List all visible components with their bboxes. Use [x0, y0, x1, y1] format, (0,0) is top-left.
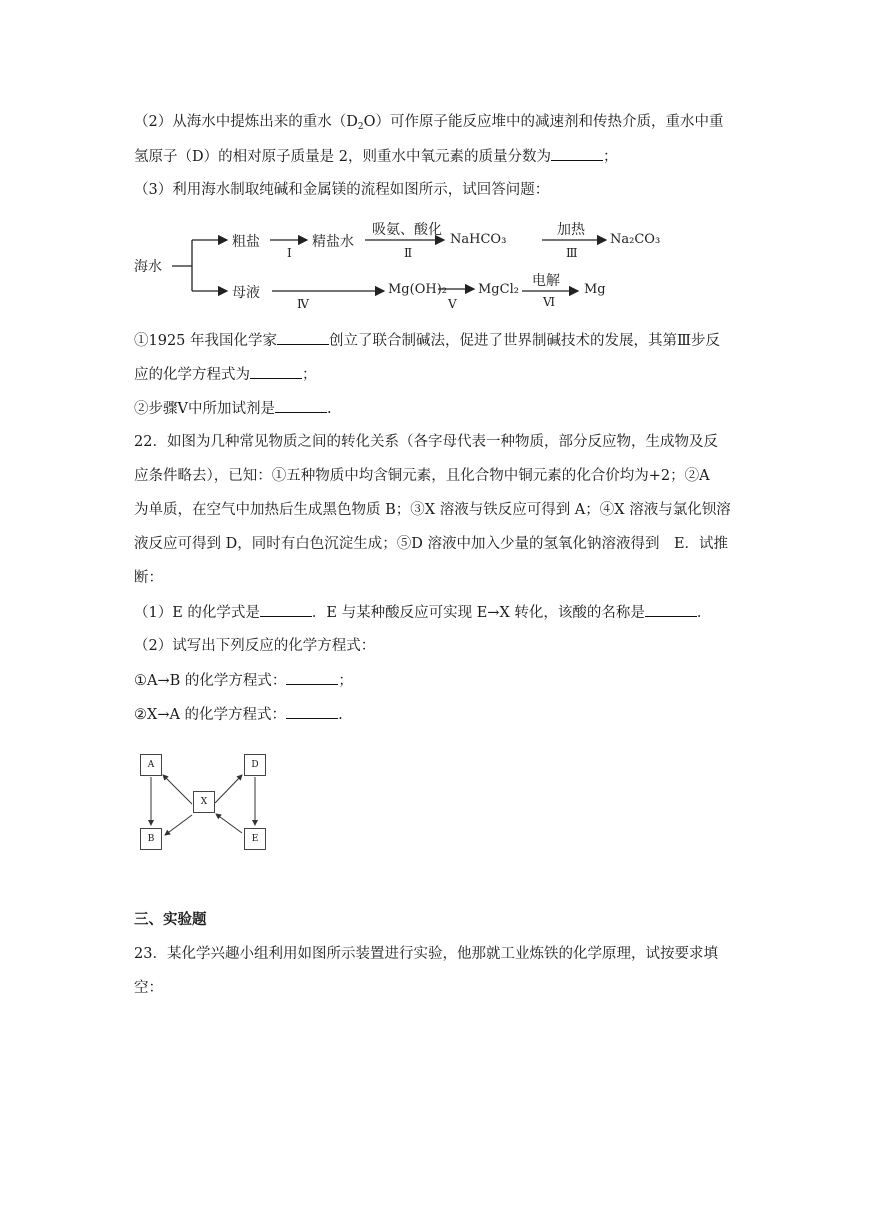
mother-liquor-label: 母液: [232, 285, 260, 301]
step2-reagent-label: 吸氨、酸化: [372, 222, 442, 238]
q22-line1: 22．如图为几种常见物质之间的转化关系（各字母代表一种物质，部分反应物，生成物及反: [134, 434, 718, 450]
answer-blank[interactable]: [286, 704, 338, 719]
mgcl2-label: MgCl₂: [478, 282, 519, 297]
q21-part3-intro: （3）利用海水制取纯碱和金属镁的流程如图所示，试回答问题：: [134, 182, 550, 198]
node-x: X: [193, 791, 215, 813]
answer-blank[interactable]: [286, 670, 338, 685]
q22-line3: 为单质，在空气中加热后生成黑色物质 B；③X 溶液与铁反应可得到 A；④X 溶液与氯化钡溶: [134, 502, 731, 518]
q23-line1: 23．某化学兴趣小组利用如图所示装置进行实验，他那就工业炼铁的化学原理，试按要求填: [134, 946, 718, 962]
answer-blank[interactable]: [275, 398, 327, 413]
q22-part2b: ②X→A 的化学方程式： .: [134, 704, 343, 725]
na2co3-label: Na₂CO₃: [610, 232, 661, 247]
seawater-process-flow-diagram: [132, 213, 660, 311]
mgoh2-label: Mg(OH)₂: [388, 282, 447, 297]
step-ii-label: Ⅱ: [404, 246, 413, 260]
q21-answer1-line2: 应的化学方程式为 ；: [134, 364, 317, 385]
step-vi-label: Ⅵ: [543, 295, 556, 309]
nahco3-label: NaHCO₃: [450, 232, 507, 247]
q22-line2: 应条件略去），已知：①五种物质中均含铜元素，且化合物中铜元素的化合价均为+2；②A: [134, 468, 710, 484]
mg-label: Mg: [584, 282, 606, 297]
node-a: A: [140, 754, 162, 776]
arrow-x-to-b: [165, 815, 192, 835]
q21-part2-line1: （2）从海水中提炼出来的重水$(D_2O)$可作原子能反应堆中的减速剂和传热介质，重水中重: [134, 114, 724, 132]
arrow-e-to-x: [216, 814, 242, 833]
q22-part2: （2）试写出下列反应的化学方程式：: [134, 638, 376, 654]
seawater-label: 海水: [134, 259, 162, 275]
answer-blank[interactable]: [551, 146, 603, 161]
q21-answer2: ②步骤Ⅴ中所加试剂是 .: [134, 398, 332, 419]
answer-blank[interactable]: [645, 602, 697, 617]
q21-answer1-line1: ①1925 年我国化学家 创立了联合制碱法，促进了世界制碱技术的发展，其第Ⅲ步反: [134, 330, 720, 351]
electrolysis-label: 电解: [532, 273, 560, 289]
q22-line4: 液反应可得到 D，同时有白色沉淀生成；⑤D 溶液中加入少量的氢氧化钠溶液得到 E．试推: [134, 536, 729, 552]
node-e: E: [244, 828, 266, 850]
q22-part1: （1）E 的化学式是 ．E 与某种酸反应可实现 E→X 转化，该酸的名称是 ．: [134, 602, 711, 623]
node-b: B: [140, 828, 162, 850]
refined-brine-label: 精盐水: [312, 234, 354, 250]
q21-part2-line2: 氢原子（D）的相对原子质量是 2，则重水中氧元素的质量分数为 ；: [134, 146, 617, 167]
step-v-label: Ⅴ: [448, 297, 457, 311]
heat-label: 加热: [557, 222, 585, 238]
section-heading: 三、实验题: [134, 912, 207, 928]
q22-part2a: ①A→B 的化学方程式： ；: [134, 670, 353, 691]
copper-compound-relation-diagram: [132, 743, 278, 858]
step-i-label: Ⅰ: [287, 246, 292, 260]
crude-salt-label: 粗盐: [232, 234, 260, 250]
step-iii-label: Ⅲ: [566, 246, 578, 260]
step-iv-label: Ⅳ: [297, 297, 309, 311]
q22-line5: 断：: [134, 570, 163, 586]
answer-blank[interactable]: [277, 330, 329, 345]
answer-blank[interactable]: [260, 602, 312, 617]
q23-line2: 空：: [134, 980, 163, 996]
arrow-x-to-a: [163, 775, 192, 804]
answer-blank[interactable]: [250, 364, 302, 379]
arrow-x-to-d: [215, 775, 242, 803]
node-d: D: [244, 754, 266, 776]
